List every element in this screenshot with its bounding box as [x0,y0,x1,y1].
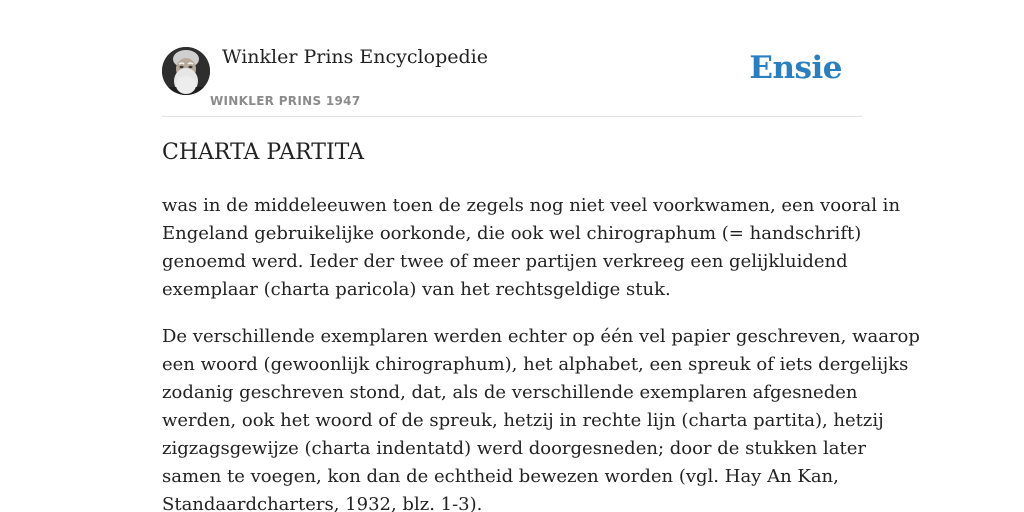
text-line: werden, ook het woord of de spreuk, hetzij in rechte lijn (charta partita), hetzij [162,410,884,431]
text-line: genoemd werd. Ieder der twee of meer partijen verkreeg een gelijkluidend [162,251,848,272]
paragraph [162,323,920,512]
text-line: een woord (gewoonlijk chirographum), het alphabet, een spreuk of iets dergelijks [162,354,909,375]
text-line: zigzagsgewijze (charta indentatd) werd doorgesneden; door de stukken later [162,438,866,459]
text-line: Engeland gebruikelijke oorkonde, die ook wel chirographum (= handschrift) [162,223,862,244]
text-line: exemplaar (charta paricola) van het rechtsgeldige stuk. [162,279,671,300]
source-title[interactable]: Winkler Prins Encyclopedie [222,46,488,68]
brand-logo[interactable]: Ensie [749,50,842,86]
source-avatar[interactable] [162,47,210,95]
text-line: was in de middeleeuwen toen de zegels nog niet veel voorkwamen, een vooral in [162,195,901,216]
source-header [162,40,862,117]
text-line: De verschillende exemplaren werden echter op één vel papier geschreven, waarop [162,326,920,347]
bearded-man-portrait-icon [162,47,210,95]
article-headword: CHARTA PARTITA [162,140,365,165]
source-subtitle[interactable]: WINKLER PRINS 1947 [210,94,361,108]
paragraph [162,192,901,304]
text-line: Standaardcharters, 1932, blz. 1-3). [162,494,483,512]
article-body [162,192,920,512]
text-line: samen te voegen, kon dan de echtheid bewezen worden (vgl. Hay An Kan, [162,466,839,487]
text-line: zodanig geschreven stond, dat, als de verschillende exemplaren afgesneden [162,382,858,403]
